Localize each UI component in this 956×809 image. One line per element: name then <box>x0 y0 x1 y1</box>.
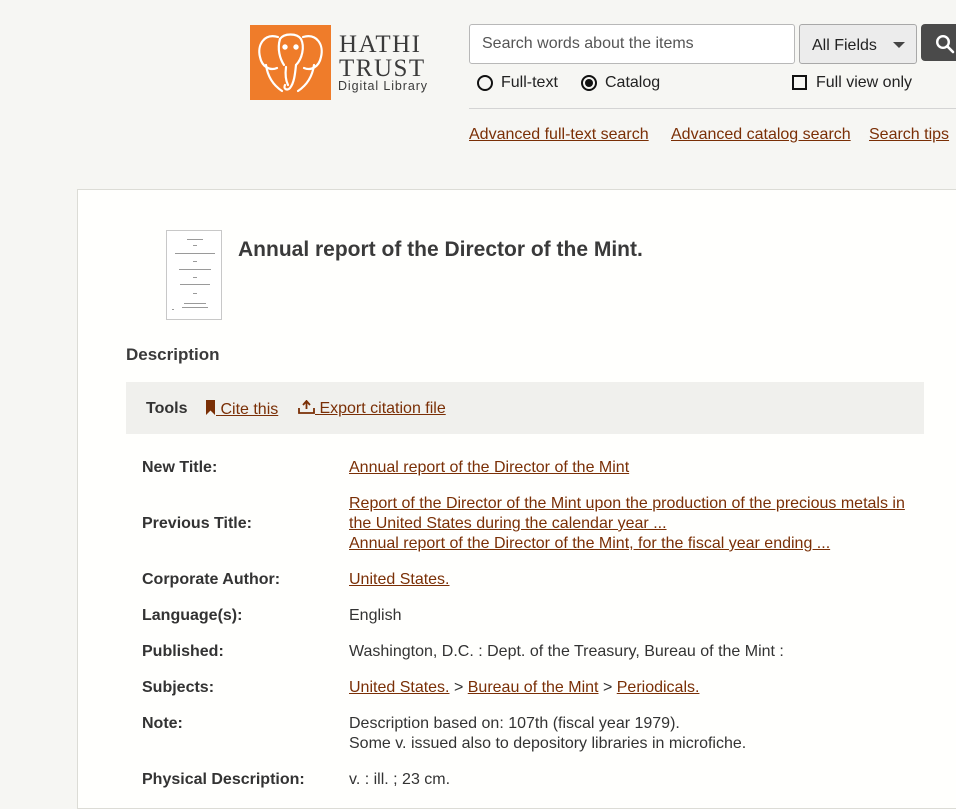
new-title-label: New Title: <box>142 459 218 476</box>
subjects-value <box>349 678 699 698</box>
header-divider <box>469 108 956 109</box>
full-view-only-checkbox[interactable] <box>792 75 807 90</box>
corporate-author-label: Corporate Author: <box>142 571 281 588</box>
export-citation-label: Export citation file <box>319 400 446 417</box>
subject-separator: > <box>602 679 613 696</box>
tools-label: Tools <box>146 400 188 417</box>
previous-title-link-1[interactable] <box>349 495 905 532</box>
subject-link-bureau-of-the-mint[interactable]: Bureau of the Mint <box>467 679 599 696</box>
previous-title-value <box>349 494 905 554</box>
subjects-label: Subjects: <box>142 679 215 696</box>
published-value: Washington, D.C. : Dept. of the Treasury, Bureau of the Mint : <box>349 643 784 660</box>
search-button[interactable] <box>921 24 956 61</box>
previous-title-link-1-line2: the United States during the calendar year ... <box>349 515 667 532</box>
full-view-only-label: Full view only <box>816 74 913 91</box>
description-heading: Description <box>126 345 220 364</box>
export-tray-icon <box>298 400 315 414</box>
hathitrust-logo[interactable] <box>250 25 430 100</box>
note-line-2: Some v. issued also to depository libraries in microfiche. <box>349 735 747 752</box>
fulltext-radio-label: Full-text <box>501 74 558 91</box>
subject-link-united-states[interactable]: United States. <box>349 679 450 696</box>
record-title: Annual report of the Director of the Mint. <box>238 238 643 261</box>
new-title-value <box>349 458 629 478</box>
search-tips-link[interactable]: Search tips <box>869 126 950 143</box>
logo-text-hathi: HATHI <box>339 31 422 58</box>
physical-description-label: Physical Description: <box>142 771 305 788</box>
logo-text-trust: TRUST <box>339 55 426 82</box>
catalog-radio-label: Catalog <box>605 74 661 91</box>
note-line-1: Description based on: 107th (fiscal year 1979). <box>349 715 680 732</box>
tools-bar <box>126 382 924 434</box>
search-field-select[interactable] <box>799 24 917 64</box>
fulltext-radio[interactable] <box>477 75 493 91</box>
advanced-catalog-search-link[interactable]: Advanced catalog search <box>671 126 851 143</box>
corporate-author-value <box>349 570 450 590</box>
previous-title-link-2[interactable]: Annual report of the Director of the Mint, for the fiscal year ending ... <box>349 535 831 552</box>
corporate-author-link[interactable]: United States. <box>349 571 450 588</box>
previous-title-label: Previous Title: <box>142 515 252 532</box>
language-label: Language(s): <box>142 607 243 624</box>
cite-this-label: Cite this <box>220 401 279 418</box>
bookmark-icon <box>205 400 216 415</box>
previous-title-link-1-line1: Report of the Director of the Mint upon the production of the precious metals in <box>349 495 905 512</box>
new-title-link[interactable]: Annual report of the Director of the Mint <box>349 459 630 476</box>
search-input[interactable] <box>469 24 795 64</box>
elephant-icon <box>250 25 331 100</box>
language-value: English <box>349 607 402 624</box>
search-icon <box>935 34 955 54</box>
search-field-value: All Fields <box>812 37 877 54</box>
note-label: Note: <box>142 715 183 732</box>
physical-description-value: v. : ill. ; 23 cm. <box>349 771 451 788</box>
catalog-radio[interactable] <box>581 75 597 91</box>
caret-down-icon <box>893 42 905 48</box>
cite-this-link[interactable] <box>205 400 278 419</box>
advanced-fulltext-search-link[interactable]: Advanced full-text search <box>469 126 649 143</box>
subject-separator: > <box>453 679 464 696</box>
published-label: Published: <box>142 643 224 660</box>
export-citation-link[interactable] <box>298 400 446 418</box>
note-value <box>349 714 746 754</box>
book-cover-thumbnail[interactable] <box>166 230 222 320</box>
logo-text-digital-library: Digital Library <box>338 79 428 93</box>
subject-link-periodicals[interactable]: Periodicals. <box>616 679 700 696</box>
